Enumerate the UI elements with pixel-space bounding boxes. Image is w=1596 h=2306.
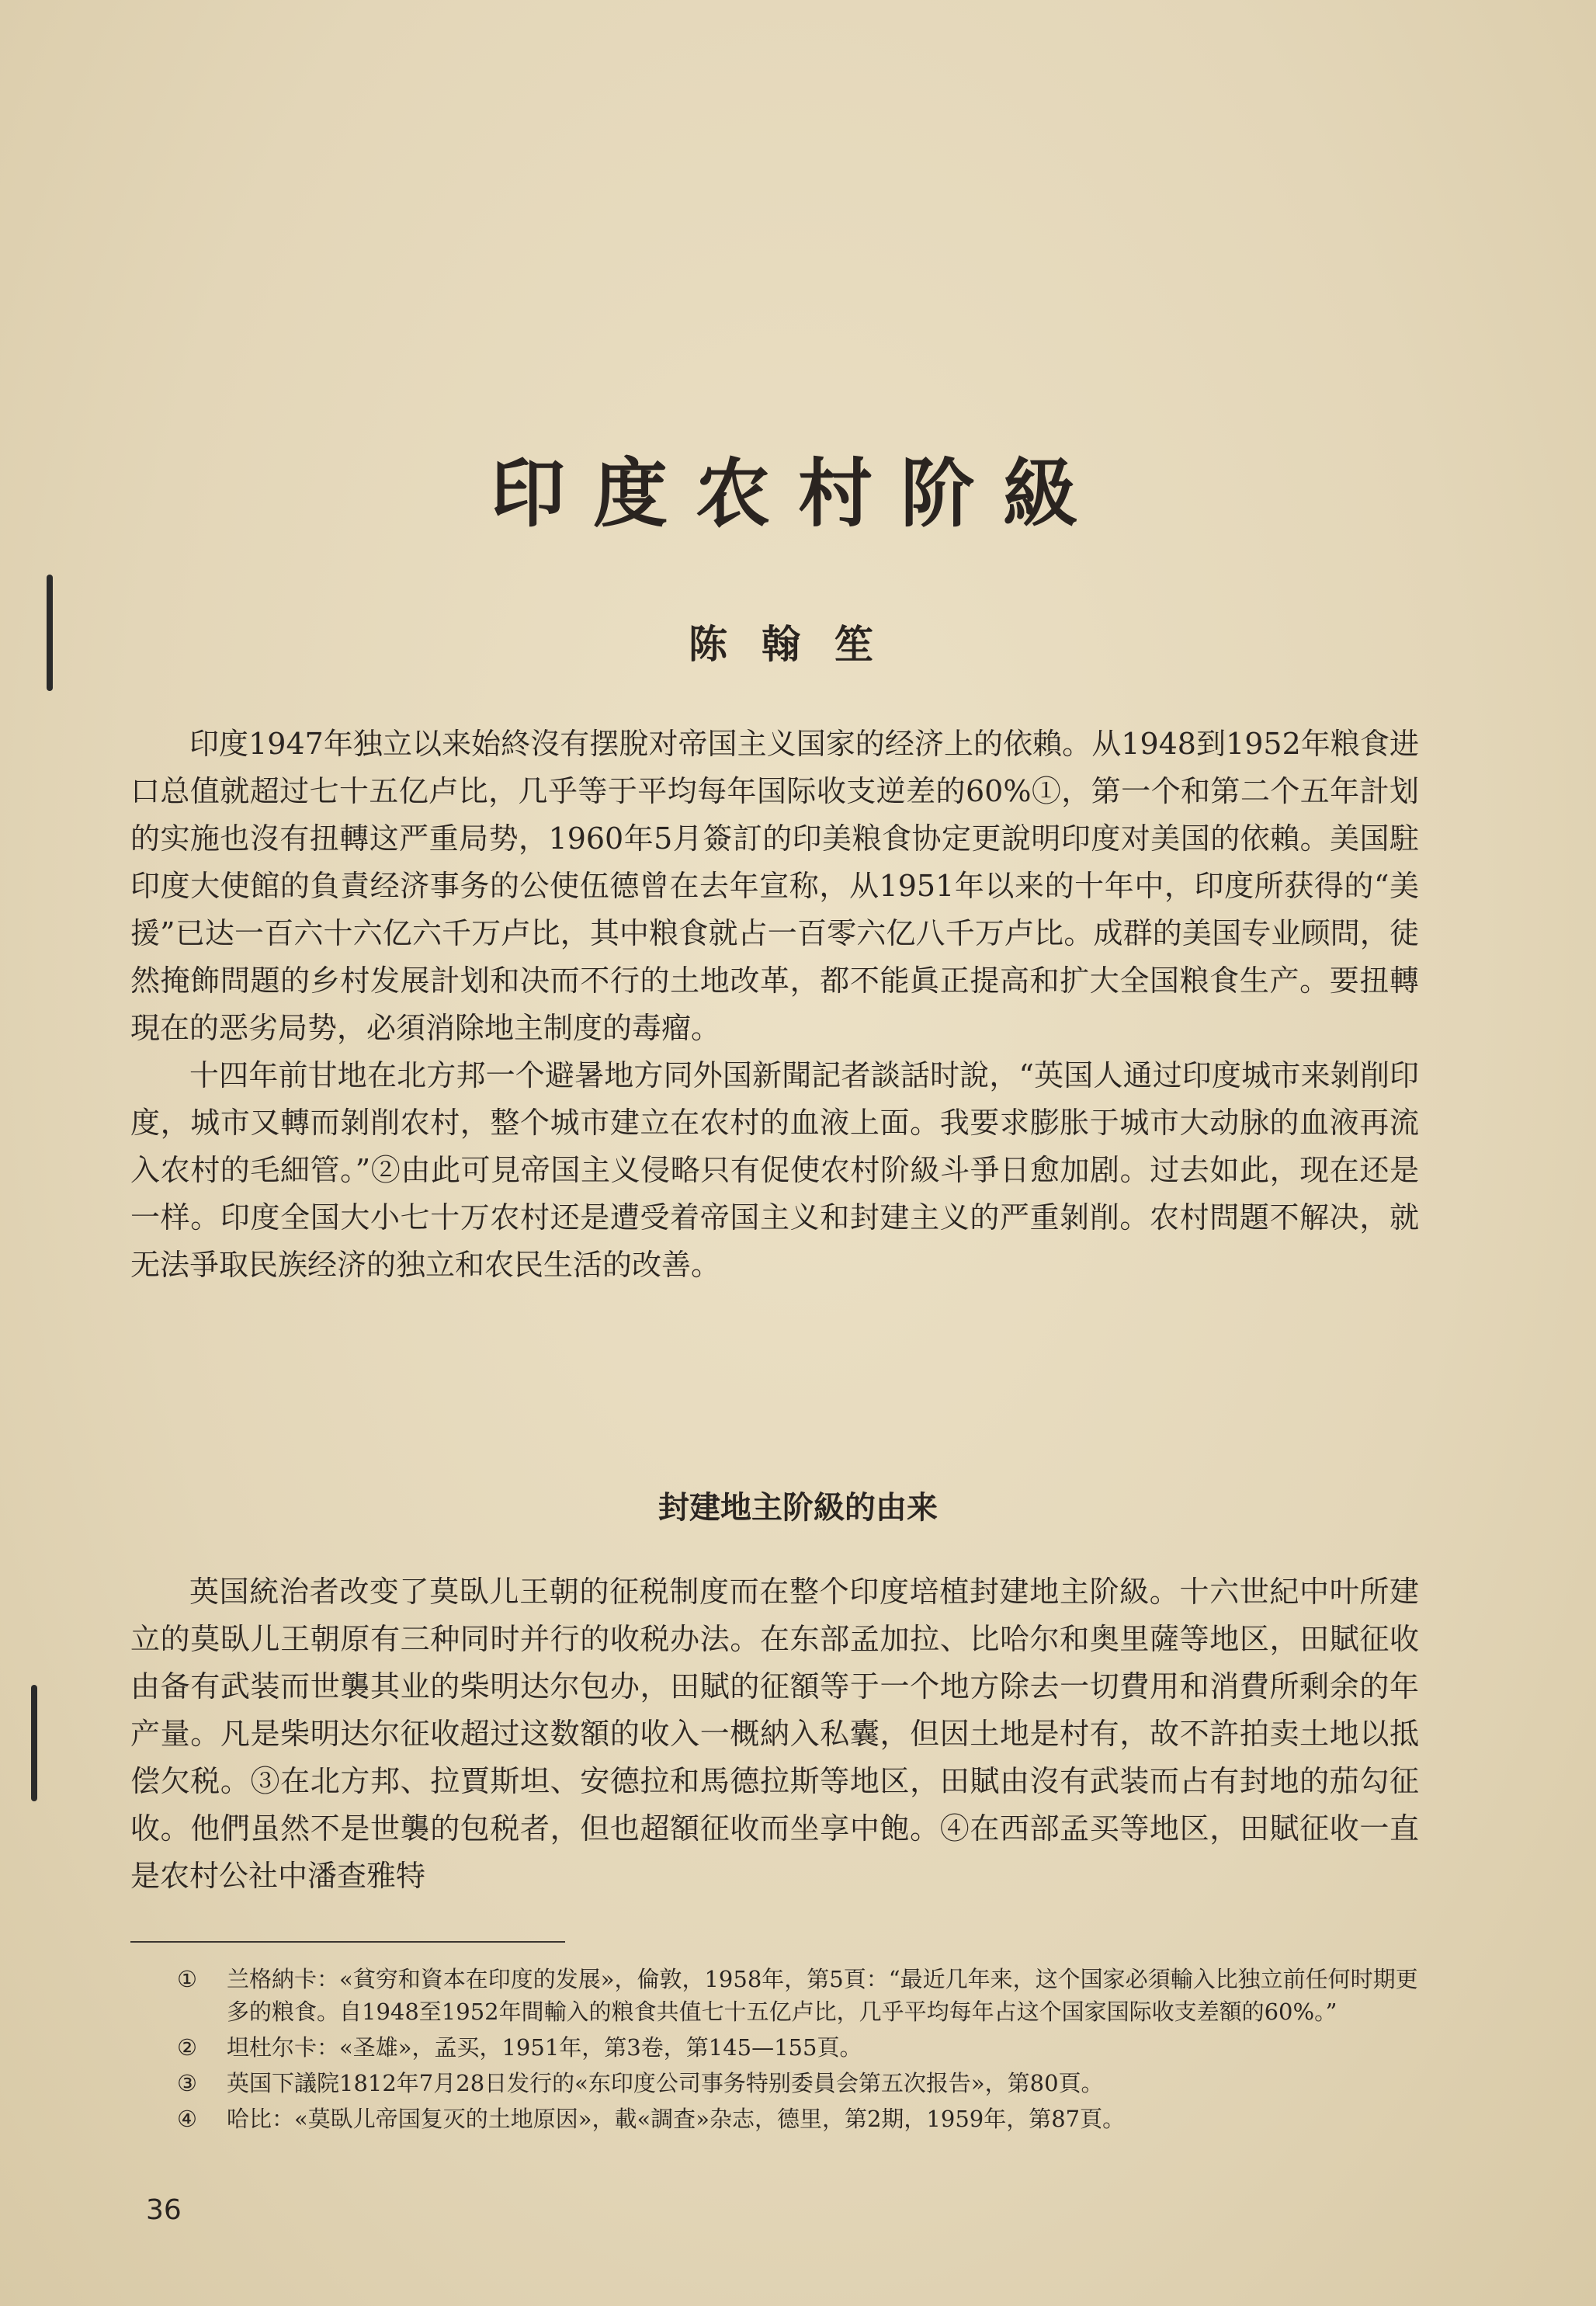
- footnote: [177, 1963, 1419, 2028]
- footnote-marker: ①: [177, 1966, 197, 1992]
- paragraph: 十四年前甘地在北方邦一个避暑地方同外国新聞記者談話时說，“英国人通过印度城市来剝削印度，城市又轉而剝削农村，整个城市建立在农村的血液上面。我要求膨胀于城市大动脉的血液再流入农村的毛細管。”②由此可見帝国主义侵略只有促使农村阶級斗爭日愈加剧。过去如此，现在还是一样。印度全国大小七十万农村还是遭受着帝国主义和封建主义的严重剝削。农村問題不解决，就无法爭取民族经济的独立和农民生活的改善。: [130, 1058, 1419, 1282]
- footnote-text: 坦杜尔卡：«圣雄»，孟买，1951年，第3卷，第145—155頁。: [227, 2034, 862, 2061]
- footnotes: [177, 1963, 1419, 2138]
- article-title: 印度农村阶級: [491, 450, 1105, 537]
- footnote: [177, 2067, 1419, 2099]
- footnote: [177, 2031, 1419, 2064]
- section-heading: 封建地主阶級的由来: [658, 1490, 938, 1526]
- footnote-marker: ④: [177, 2106, 197, 2132]
- binding-mark: [31, 1685, 37, 1801]
- page-number: 36: [146, 2194, 182, 2226]
- footnote: [177, 2103, 1419, 2135]
- article-author: 陈翰笙: [689, 622, 907, 667]
- footnote-text: 哈比：«莫臥儿帝国复灭的土地原因»，載«調査»杂志，德里，第2期，1959年，第87頁。: [227, 2106, 1126, 2132]
- intro-section: [130, 721, 1419, 1289]
- paragraph: 英国統治者改变了莫臥儿王朝的征税制度而在整个印度培植封建地主阶級。十六世紀中叶所建立的莫臥儿王朝原有三种同时并行的收税办法。在东部孟加拉、比哈尔和奥里薩等地区，田賦征收由备有武装而世襲其业的柴明达尔包办，田賦的征額等于一个地方除去一切費用和消費所剩余的年产量。凡是柴明达尔征收超过这数額的收入一概納入私囊，但因土地是村有，故不許拍卖土地以抵偿欠税。③在北方邦、拉賈斯坦、安德拉和馬德拉斯等地区，田賦由沒有武装而占有封地的茄勾征收。他們虽然不是世襲的包税者，但也超額征收而坐享中飽。④在西部孟买等地区，田賦征收一直是农村公社中潘查雅特: [130, 1575, 1419, 1893]
- footnote-marker: ③: [177, 2070, 197, 2096]
- footnote-text: 英国下議院1812年7月28日发行的«东印度公司事务特别委員会第五次报告»，第80頁。: [227, 2070, 1104, 2096]
- paragraph: 印度1947年独立以来始終沒有摆脫对帝国主义国家的经济上的依賴。从1948到1952年粮食进口总值就超过七十五亿卢比，几乎等于平均每年国际收支逆差的60%①，第一个和第二个五年計划的实施也沒有扭轉这严重局势，1960年5月簽訂的印美粮食协定更說明印度对美国的依賴。美国駐印度大使館的負責经济事务的公使伍德曾在去年宣称，从1951年以来的十年中，印度所获得的“美援”已达一百六十六亿六千万卢比，其中粮食就占一百零六亿八千万卢比。成群的美国专业顾問，徒然掩飾問題的乡村发展計划和决而不行的土地改革，都不能眞正提高和扩大全国粮食生产。要扭轉現在的恶劣局势，必須消除地主制度的毒瘤。: [130, 727, 1419, 1045]
- footnote-text: 兰格納卡：«貧穷和資本在印度的发展»，倫敦，1958年，第5頁：“最近几年来，这个国家必須輸入比独立前任何时期更多的粮食。自1948至1952年間輸入的粮食共值七十五亿卢比，几乎平均每年占这个国家国际收支差額的60%。”: [227, 1966, 1418, 2025]
- section-body: [130, 1568, 1419, 1900]
- footnote-divider: [130, 1941, 565, 1943]
- footnote-marker: ②: [177, 2034, 197, 2061]
